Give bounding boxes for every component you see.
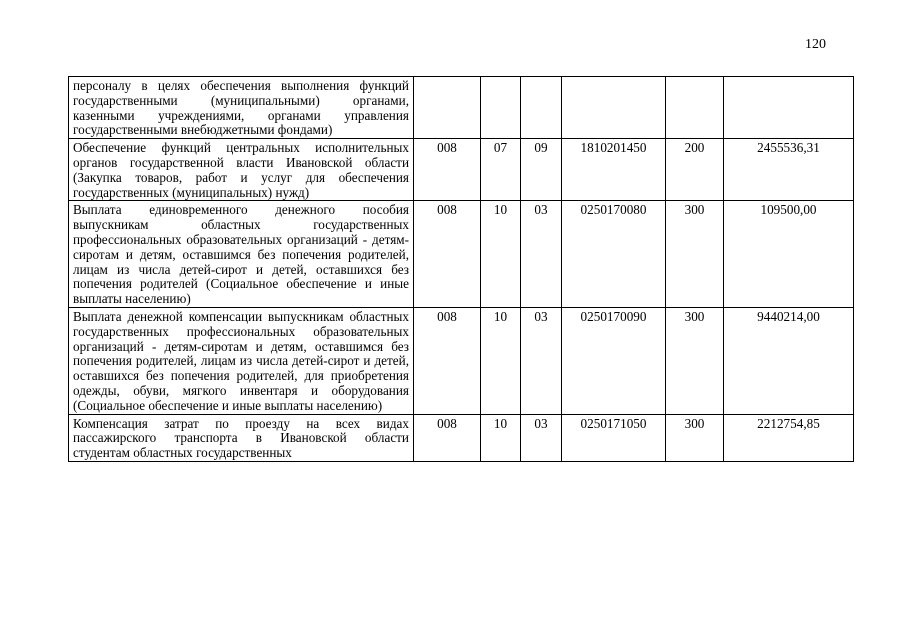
row-amount <box>724 77 854 139</box>
row-section: 07 <box>481 139 521 201</box>
row-target-article: 0250170090 <box>562 307 666 414</box>
row-target-article: 0250171050 <box>562 414 666 461</box>
row-target-article: 1810201450 <box>562 139 666 201</box>
row-subsection: 03 <box>521 201 562 308</box>
row-section: 10 <box>481 307 521 414</box>
row-grbs: 008 <box>414 307 481 414</box>
row-amount: 9440214,00 <box>724 307 854 414</box>
table-row <box>69 414 854 461</box>
row-description: персоналу в целях обеспечения выполнения функций государственными (муниципальными) органами, казенными учреждениями, органами управления государственными внебюджетными фондами) <box>69 77 414 139</box>
table-row <box>69 139 854 201</box>
row-subsection: 03 <box>521 414 562 461</box>
row-section <box>481 77 521 139</box>
table-row <box>69 307 854 414</box>
row-grbs: 008 <box>414 414 481 461</box>
page-number: 120 <box>805 37 826 52</box>
row-subsection <box>521 77 562 139</box>
row-description: Выплата денежной компенсации выпускникам областных государственных профессиональных образовательных организаций - детям-сиротам и детям, оставшимся без попечения родителей, лицам из числа детей-сирот и детей, оставшихся без попечения родителей, для приобретения одежды, обуви, мягкого инвентаря и оборудования (Социальное обеспечение и иные выплаты населению) <box>69 307 414 414</box>
row-amount: 109500,00 <box>724 201 854 308</box>
row-amount: 2455536,31 <box>724 139 854 201</box>
row-expense-type <box>666 77 724 139</box>
row-section: 10 <box>481 201 521 308</box>
row-subsection: 09 <box>521 139 562 201</box>
row-expense-type: 200 <box>666 139 724 201</box>
row-grbs <box>414 77 481 139</box>
row-grbs: 008 <box>414 201 481 308</box>
row-expense-type: 300 <box>666 201 724 308</box>
table-row <box>69 77 854 139</box>
budget-table <box>68 76 854 462</box>
row-subsection: 03 <box>521 307 562 414</box>
row-target-article: 0250170080 <box>562 201 666 308</box>
row-expense-type: 300 <box>666 307 724 414</box>
row-target-article <box>562 77 666 139</box>
row-grbs: 008 <box>414 139 481 201</box>
table-row <box>69 201 854 308</box>
row-amount: 2212754,85 <box>724 414 854 461</box>
row-description: Компенсация затрат по проезду на всех видах пассажирского транспорта в Ивановской области студентам областных государственных <box>69 414 414 461</box>
row-expense-type: 300 <box>666 414 724 461</box>
row-description: Выплата единовременного денежного пособия выпускникам областных государственных профессиональных образовательных организаций - детям-сиротам и детям, оставшимся без попечения родителей, лицам из числа детей-сирот и детей, оставшихся без попечения родителей (Социальное обеспечение и иные выплаты населению) <box>69 201 414 308</box>
row-section: 10 <box>481 414 521 461</box>
row-description: Обеспечение функций центральных исполнительных органов государственной власти Ивановской области (Закупка товаров, работ и услуг для обеспечения государственных (муниципальных) нужд) <box>69 139 414 201</box>
